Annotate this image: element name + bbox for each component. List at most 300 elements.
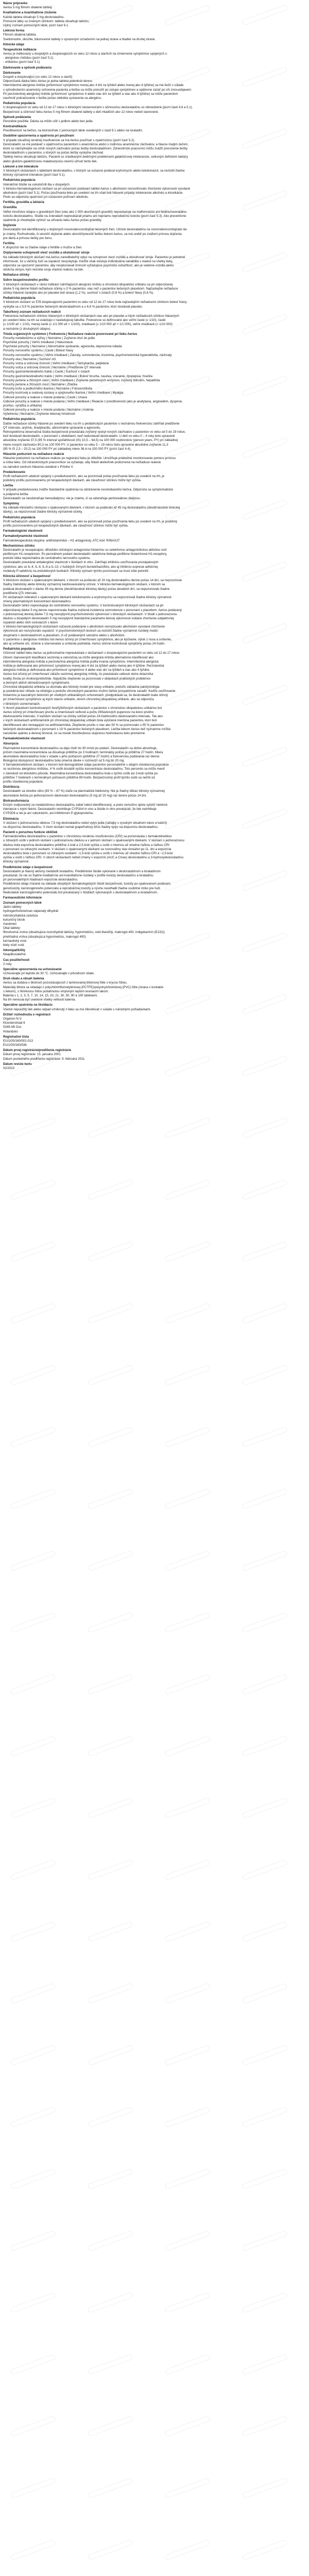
text-line: interakcie s inými liekmi. Desloratadín neinhibuje CYP3A4 in vivo a štúdie in vitro preukázali, že liek neinhibuje (3, 807, 157, 811)
text-line: Aerius sa dodáva v blistroch pozostávajúcich z laminovanej blistrovej fólie s krycou fóliou. (3, 981, 128, 985)
text-line: hydrogenfosforečnan vápenatý dihydrát (3, 909, 59, 913)
section-heading: Symptómy (3, 502, 20, 505)
text-line: Desloratadín sa neodstraňuje hemodialýzou; nie je známe, či sa odstraňuje peritoneálnou dialýzou. (3, 496, 141, 500)
watermark-mark (242, 1303, 287, 1324)
text-line: Na trh nemusia byť uvedené všetky veľkosti balenia. (3, 998, 76, 1002)
watermark-mark (242, 1983, 287, 2004)
watermark-mark (165, 1983, 210, 2004)
text-line: Desloratadín je hlavný aktívny metabolit loratadínu. Predklinické štúdie vykonané s desloratadínom a loratadínom (3, 869, 161, 873)
watermark-mark (88, 2292, 133, 2313)
text-line: Organon N.V. (3, 1016, 22, 1021)
text-line: profilu všeobecnej populácie. (3, 780, 44, 784)
text-line: profilu pozorovanému pri terapeutických dávkach, ale závažnosť účinkov môže byť vyššia. (3, 523, 129, 528)
watermark-mark (88, 1736, 133, 1756)
text-line: keď dostávali desloratadín, v porovnaní s obdobiami, keď nedostávali desloratadín. U detí vo veku 0 – 4 roky bolo upravené (3, 434, 175, 438)
watermark-mark (165, 2478, 210, 2498)
watermark-mark (10, 1241, 56, 1262)
text-line: ako aj svrbenie očí, slzenie a sčervenanie a svrbenie podnebia. Aerius účinne kontroloval symptómy počas 24 hodín. (3, 642, 166, 646)
text-line: molekuly P-selektínu na endotelových bunkách. Klinický význam týchto pozorovaní sa musí ešte potvrdiť. (3, 569, 149, 573)
watermark-mark (10, 2230, 56, 2251)
text-line: Tablety Aerius obsahujú laktózu. Pacienti so zriedkavými dedičnými problémami galaktózovej intolerancie, celkovým deficitom laktázy (3, 155, 188, 159)
text-line: desloratadínom u pacientov, u ktorých sa počas liečby vyskytne záchvat. (3, 151, 104, 155)
text-line: Profil nežiaducich udalostí spojený s predávkovaním, ako sa pozorovali počas používania lieku po uvedení na trh, je (3, 474, 164, 478)
watermark-mark (242, 2230, 287, 2251)
text-line: a neznáme (z dostupných údajov). (3, 327, 52, 331)
text-line: Poruchy oka | Neznáme | Suchosť očí (3, 357, 56, 361)
text-line: Svetlomodré, okrúhle, bikonvexné tablety s vyrazeným označením na jednej strane a hladké na druhej strane. (3, 37, 156, 41)
text-line: Farmakoterapeutická skupina: antihistaminiká – H1 antagonisty, ATC kód: R06AX27 (3, 538, 120, 543)
text-line: Desloratadín je neuspávajúci, dlhodobo účinkujúci antagonista histamínu so selektívnou antagonistickou aktivitou voči (3, 548, 167, 552)
text-line: Poruchy kostrovej a svalovej sústavy a spojivového tkaniva | Veľmi zriedkavé | Myalgia (3, 391, 124, 395)
section-heading: Pediatrická populácia (3, 101, 36, 106)
text-line: skupinami s desloratadínom a placebom, či už podávanými samotne alebo s alkoholom. (3, 633, 126, 637)
watermark-mark (242, 2168, 287, 2189)
watermark-mark (10, 2292, 56, 2313)
watermark-mark (242, 1736, 287, 1756)
section-heading: Farmakodynamické vlastnosti (3, 534, 48, 538)
watermark-mark (165, 1179, 210, 1200)
section-heading: Kvalitatívne a kvantitatívne zloženie (3, 11, 57, 15)
watermark-mark (10, 2107, 56, 2127)
watermark-mark (242, 1674, 287, 1694)
text-line: alergická rinitída je definovaná ako prítomnosť symptómov 4 alebo viac dní za týždeň a viac ako 4 týždne. (3, 668, 150, 672)
text-line: Predklinické údaje získané na základe obvyklých farmakologických štúdií bezpečnosti, toxicity po opakovanom podávaní, (3, 882, 171, 886)
text-line: pretože látka neprechádza do centrálneho nervového systému. (3, 556, 91, 561)
text-line: s liekom), s hliníkovou fóliou potiahnutou vinylovým teplom tesniacim lakom. (3, 989, 109, 993)
text-line: na dispozíciu desloratadínu. V inom skúšaní nemal grapefruitový džús žiadny vplyv na dispozíciu desloratadínu. (3, 825, 159, 829)
text-line: v jednorazovej dennej dávke 7,5 mg neovplyvnil psychomotorickú výkonnosť v klinických skúšaniach. V štúdii s jednorazovou (3, 612, 177, 616)
watermark-mark (10, 1117, 56, 1138)
text-line: mikrokryštalická celulóza (3, 913, 38, 918)
text-line: karnaubský vosk (3, 939, 27, 943)
text-line: Aerius účinný pri zmierňovaní pruritu a zmenšovaní veľkosti a počtu žihľavkových pupencov na konci prvého (3, 710, 154, 714)
section-heading: Spôsob podávania (3, 115, 31, 119)
section-heading: Pacienti s poruchou funkcie obličiek (3, 831, 58, 835)
text-line: V farmakokinetickom skúšaní, v ktorom boli demografické údaje pacientov porovnateľné s údajmi všeobecnej populácie (3, 763, 169, 767)
text-line: preukázali, že nie sú žiadne kvalitatívne ani kvantitatívne rozdiely v profile toxicity desloratadínu a loratadínu (3, 873, 153, 877)
text-line: Celkové poruchy a reakcie v mieste podania | Neznáme | Asténia (3, 408, 94, 412)
watermark-mark (242, 1365, 287, 1385)
text-line: Bezpečnosť a účinnosť lieku Aerius 5 mg filmom obalené tablety u detí mladších ako 12 rokov neboli stanovené. (3, 110, 159, 114)
text-line: pre dieťa a prínosu liečby pre ženu. (3, 236, 53, 240)
section-heading: Predávkovanie (3, 470, 26, 474)
watermark-mark (88, 1550, 133, 1571)
text-line: toxicitu desloratadínu. Štúdie na zvieratách nepreukázali priamu ani nepriamu reprodukčnú toxicitu (pozri časť 5.3). Ako preventívne (3, 214, 186, 218)
text-line: Dospelí a dospievajúci (vo veku 12 rokov a starší) (3, 75, 73, 79)
section-heading: Čas použiteľnosti (3, 958, 30, 962)
text-line: Chronická idiopatická urtikária sa skúmala ako klinický model pre stavy urtikárie, pretože základná patofyziológia (3, 685, 160, 689)
text-line: Pomocné látky so známym účinkom: tableta obsahuje laktózu. (3, 19, 90, 23)
text-line: Biologická dostupnosť desloratadínu bola úmerná dávke v rozmedzí od 5 mg do 20 mg. (3, 759, 125, 763)
watermark-mark (165, 1736, 210, 1756)
watermark-mark (88, 1488, 133, 1509)
watermark-mark (88, 1674, 133, 1694)
text-line: Vyšetrenia | Neznáme | Zvýšenie telesnej hmotnosti (3, 412, 75, 416)
text-line: Aerius 5 mg filmom obalené tablety (3, 6, 53, 10)
section-heading: Ovplyvnenie schopnosti viesť vozidlá a obsluhovať stroje (3, 251, 90, 255)
text-line: u zdravých osôb v jednom skúšaní s jednorazovou dávkou a v jednom skúšaní s opakovanými dávkami. V skúšaní s jednorazovou (3, 839, 184, 843)
section-heading: Hlásenie podozrení na nežiaduce reakcie (3, 452, 64, 456)
text-line: V prípade predávkovania zvážte štandardné opatrenia na odstránenie nevstrebaného liečiva. Odporúča sa symptomatická (3, 488, 173, 492)
text-line: Poruchy gastrointestinálneho traktu | Časté | Suchosť v ústach (3, 370, 90, 374)
section-heading: Fertilita, gravidita a laktácia (3, 200, 44, 205)
section-heading: Názov prípravku (3, 2, 28, 5)
text-line: so sezónnou alergickou rinitídou, 4 % osôb dosiahli vyššiu koncentráciu desloratadínu. Toto percento sa môže meniť (3, 767, 165, 771)
section-heading: Súhrn bezpečnostného profilu (3, 278, 49, 282)
text-line: Pri perzistentnej alergickej rinitíde (prítomnosť symptómov 4 alebo viac dní za týždeň a viac ako 4 týždne) sa môže pacientom (3, 92, 178, 96)
section-heading: Predklinické údaje o bezpečnosti (3, 865, 53, 869)
watermark-mark (165, 1674, 210, 1694)
watermark-mark (88, 1798, 133, 1818)
watermark-mark (242, 2107, 287, 2127)
text-line: kvality života pri rinokonjunktivitíde. Najväčšie zlepšenie sa pozorovalo v oblastiach praktických problémov (3, 676, 151, 681)
text-line: - urtikáriou (pozri časť 5.1) (3, 60, 40, 64)
text-line: Poruchy kože a podkožného tkaniva | Neznáme | Fotosenzitivita (3, 387, 92, 391)
text-line: QT intervalu, arytmiu, bradykardiu, abnormálne správanie a agresivitu. (3, 426, 101, 430)
watermark-mark (88, 1983, 133, 2004)
watermark-mark (10, 1921, 56, 1942)
text-line: Desloratadín sa má podávať s opatrnosťou pacientom s anamnézou alebo s rodinnou anamnézou záchvatov, a hlavne malým deťom, (3, 142, 189, 146)
section-heading: Absorpcia (3, 742, 19, 746)
text-line: Desloratadín sa stredne silno (83 % – 87 %) viaže na plazmatické bielkoviny. Nie je žiadny dôkaz klinicky významnej (3, 789, 165, 793)
text-line: Retrospektívna observačná štúdia bezpečnosti preukázala zvýšený výskyt nových záchvatov u pacientov vo veku od 0 do 19 rokov, (3, 430, 186, 434)
watermark-mark (165, 1612, 210, 1633)
watermark-mark (88, 1241, 133, 1262)
text-line: dávke 5 mg denne hlásili nežiaduce účinky u 3 % pacientov, viac než u pacientov liečených placebom. Najčastejšie nežiaduce (3, 286, 178, 291)
text-line: a denných aktivít obmedzovaných symptómami. (3, 681, 70, 685)
text-line: dávky), sa nepozorovali žiadne klinicky významné účinky. (3, 510, 83, 514)
section-heading: Terapeutické indikácie (3, 47, 37, 52)
text-line: a podporná liečba. (3, 492, 29, 496)
watermark-mark (242, 1117, 287, 1138)
watermark-mark (165, 1859, 210, 1880)
text-line: Filmom obalená tableta. (3, 33, 37, 37)
text-line: dávkou u dospelých desloratadín 5 mg neovplyvnil štandardné parametre letovej výkonnosti vrátane zhoršenia subjektívnej (3, 616, 174, 620)
section-heading: Pediatrická populácia (3, 647, 36, 651)
text-line: V skúšaní s jednorazovou dávkou 7,5 mg desloratadínu nebol vplyv jedla (raňajky s vysokým obsahom tukov a kalórií) (3, 821, 167, 825)
watermark-mark (165, 2230, 210, 2251)
text-line: V klinickom skúšaní s opakovanými dávkami, v ktorom sa podávalo až 20 mg desloratadínu denne počas 14 dní, sa nepozoroval (3, 579, 182, 583)
watermark-mark (88, 1427, 133, 1447)
text-line: podobný profilu pozorovanému pri terapeutických dávkach, ale závažnosť účinkov môže byť vyššia. (3, 479, 142, 483)
text-line: liečených desloratadínom v porovnaní s 19 % pacientov liečených placebom. Liečba liekom Aerius tiež významne znížila (3, 727, 170, 731)
text-line: v klinických usmerneniach. (3, 702, 41, 706)
text-line: Okrem stanovených klasifikácií sezónnej a celoročnej sa môže alergická rinitída alternatívne klasifikovať ako (3, 655, 154, 659)
text-line: Ďalšie nežiaduce účinky hlásené po uvedení lieku na trh u pediatrických pacientov s neznámou frekvenciou zahŕňali predĺženie (3, 421, 180, 426)
text-line: opatrenie je vhodnejšie vyhnúť sa užívaniu lieku Aerius počas gravidity. (3, 218, 102, 222)
text-line: V klinicko-farmakologických skúšaniach súčasné podávanie s alkoholom nezvyšovalo alkoholom vyvolané zhoršenie (3, 625, 165, 629)
text-line: pruritus, vyrážka a urtikária) (3, 403, 42, 408)
section-heading: Osobitné upozornenia a opatrenia pri používaní (3, 134, 74, 138)
text-line: Kloosterstraat 6 (3, 1021, 25, 1025)
section-heading: Klinická účinnosť a bezpečnosť (3, 574, 51, 578)
watermark-mark (242, 1427, 287, 1447)
text-line: Pri skúšaniach interakcií s opakovanými dávkami ketokonazolu a erytromycínu sa nepozorovali žiadne klinicky významné (3, 595, 171, 599)
text-line: navrhnúť pokračovanie v liečbe počas obdobia vystavenia sa alergénu. (3, 96, 102, 100)
text-line: V dvoch placebom kontrolovaných šesťtýždňových skúšaniach u pacientov s chronickou idiopatickou urtikáriou bol (3, 706, 162, 710)
text-line: klinicky významné. (3, 860, 29, 864)
text-line: histamínu je kauzálnym faktorom pri všetkých urtikáriálnych ochoreniach, predpokladá sa, že desloratadín bude účinný (3, 693, 168, 698)
section-heading: Farmakologické vlastnosti (3, 529, 43, 533)
section-heading: Liečba (3, 484, 13, 488)
text-line: V klinických skúšaniach v rámci indikácií zahŕňajúcich alergickú rinitídu a chronickú idiopatickú urtikáriu sa pri odporúčanej (3, 282, 173, 286)
text-line: odporúča sa upozorniť pacientov, aby nevykonávali činnosti vyžadujúce psychickú ostražitosť, ako je vedenie vozidla alebo (3, 263, 174, 267)
watermark-mark (242, 2354, 287, 2375)
section-heading: Dávkovanie (3, 71, 21, 75)
watermark-mark (88, 2045, 133, 2065)
text-line: Veľké množstvo údajov u gravidných žien (viac ako 1 000 ukončených gravidít) nepoukazuje na malformačnú ani fetálnu/neonatálnu (3, 210, 187, 214)
watermark-mark (88, 1365, 133, 1385)
text-line: Každá tableta obsahuje 5 mg desloratadínu. (3, 15, 65, 19)
watermark-mark (10, 1983, 56, 2004)
text-line: na národné centrum hlásenia uvedené v Prílohe V. (3, 465, 74, 469)
text-line: Aerius bol účinný pri zmierňovaní záťaže sezónnej alergickej rinitídy, čo preukázalo celkové skóre dotazníka (3, 672, 153, 676)
text-line: filmotvorná vrstva (obsahujúca monohydrát laktózy, hypromelózu, oxid titaničitý, makrogol 400, indigokarmín (E132)) (3, 930, 165, 935)
watermark-mark (10, 2045, 56, 2065)
watermark-mark (88, 2416, 133, 2436)
section-heading: Distribúcia (3, 785, 20, 789)
text-line: Precitlivenosť na liečivo, na ktorúkoľvek z pomocných látok uvedených v časti 6.1 alebo na loratadín. (3, 129, 143, 133)
watermark-mark (88, 1179, 133, 1200)
watermark-mark (242, 2539, 287, 2560)
watermark-mark (165, 2107, 210, 2127)
watermark-mark (165, 1550, 210, 1571)
text-line: vyššia u osôb s ťažkou CRI. V oboch skúšaniach neboli zmeny v expozícii (AUC a Cmax) desloratadínu a 3-hydroxydesloratadínu (3, 856, 184, 860)
watermark-mark (242, 1488, 287, 1509)
section-heading: Mechanizmus účinku (3, 544, 35, 548)
section-heading: Dávkovanie a spôsob podávania (3, 65, 52, 70)
text-line: Enzým zodpovedný za metabolizmus desloratadínu zatiaľ nebol identifikovaný, a preto nemožno úplne vylúčiť niektoré (3, 803, 168, 807)
text-line: ospalosti alebo úloh súvisiacich s letom. (3, 621, 59, 625)
text-line: alkoholom (pozri časť 5.1). Počas používania lieku po uvedení na trh však boli hlásené prípady intolerancie alkoholu a intoxikácie. (3, 191, 183, 195)
watermark-mark (165, 2168, 210, 2189)
text-line: 5349 AB Oss (3, 1025, 22, 1029)
watermark-mark (88, 1921, 133, 1942)
text-line: V klinicko-farmakologickom skúšaní sa pri súčasnom podávaní tabliet Aerius s alkoholom nezosilňovalo zhoršenie výkonnosti vyvolané (3, 187, 191, 191)
text-line: Neaplikovateľné. (3, 953, 27, 957)
text-line: Balenia s 1, 2, 3, 5, 7, 10, 14, 15, 20, 21, 30, 50, 90 a 100 tabletami. (3, 994, 98, 997)
text-line: približne 7 hodinách s terminálnym polčasom približne 89 hodín. Bezpečnostný profil týchto osôb sa nelíšil od (3, 775, 155, 779)
text-line: Profil nežiaducich udalostí spojený s predávkovaním, ako sa pozorovali počas používania lieku po uvedení na trh, je podobný (3, 519, 178, 523)
text-line: účinky hlásené častejšie ako pri placebe boli únava (1,2 %), suchosť v ústach (0,8 %) a bolesť hlavy (0,6 %). (3, 291, 154, 295)
watermark-mark (10, 1612, 56, 1633)
text-line: Preto sa odporúča opatrnosť pri súčasnom požívaní alkoholu. (3, 195, 89, 199)
section-heading: Nežiaduce účinky (3, 273, 30, 277)
text-line: klinicky významné interakcie (pozri časť 5.1). (3, 173, 66, 177)
section-heading: Pediatrická populácia (3, 515, 36, 519)
text-line: podával desloratadín v dávke 45 mg denne (deväťnásobok klinickej dávky) počas desiatich dní, sa nepozorovalo žiadne (3, 587, 170, 591)
text-line: Poruchy metabolizmu a výživy | Neznáme | Zvýšená chuť do jedla (3, 336, 95, 340)
section-heading: Dátum prvej registrácie/predĺženia registrácie (3, 1048, 72, 1053)
text-line: Perorálne použitie. Dávka sa môže užiť s jedlom alebo bez jedla. (3, 119, 94, 123)
text-line: U dospievajúcich vo veku od 12 do 17 rokov s klinickými skúsenosťami s účinnosťou desloratadínu sú obmedzené (pozri časti 4.8 a 5.1). (3, 106, 193, 110)
watermark-mark (10, 2478, 56, 2498)
text-line: 2 roky (3, 962, 12, 966)
watermark-mark (88, 1303, 133, 1324)
text-line: periférnym H1-receptorom. Po perorálnom podaní desloratadín selektívne blokuje periférne histamínové H1-receptory, (3, 552, 167, 556)
watermark-mark (88, 2107, 133, 2127)
text-line: informovať, že u väčšiny ľudí sa ospalosť nevyskytuje. Keďže však existuje individuálna variabilita v reakcii na všetky lieky, (3, 259, 174, 263)
section-heading: Pediatrická populácia (3, 296, 36, 300)
watermark-mark (242, 2416, 287, 2436)
text-line: zmeny plazmatických koncentrácií desloratadínu. (3, 600, 72, 604)
watermark-mark (242, 1612, 287, 1633)
section-heading: Lieková forma (3, 29, 25, 33)
watermark-mark (242, 2045, 287, 2065)
watermark-mark (165, 1241, 210, 1262)
text-line: Intermitentná alergická rinitída (prítomnosť symptómov menej ako 4 dni za týždeň alebo menej ako 4 týždne) sa má liečiť v súlade (3, 83, 184, 88)
section-heading: Dojčenie (3, 224, 16, 228)
section-heading: Druh obalu a obsah balenia (3, 977, 44, 981)
text-line: mastenec (3, 922, 17, 926)
section-heading: Zoznam pomocných látok (3, 901, 42, 905)
text-line: U pacientov s alergickou rinitídou bol Aerius účinný pri zmierňovaní symptómov, ako je kýchanie, výtok z nosa a svrbenie, (3, 637, 172, 641)
section-heading: Špeciálne opatrenia na likvidáciu (3, 1003, 53, 1007)
section-heading: Biotransformácia (3, 799, 29, 803)
watermark-mark (10, 2416, 56, 2436)
watermark-mark (242, 2478, 287, 2498)
text-line: narušenie spánku a dennej činnosti, čo sa merali štvorbodovou stupnicou hodnotiacou tieto premenné. (3, 731, 146, 735)
text-line: Desloratadín bol identifikovaný u dojčených novorodencov/dojčiat liečených žien. Účinok desloratadínu na novorodencov/dojčatá nie (3, 228, 187, 232)
text-line: Dátum prvej registrácie: 15. januára 2001 (3, 1053, 61, 1057)
watermark-mark (88, 2230, 133, 2251)
watermark-mark (165, 1488, 210, 1509)
watermark-mark (242, 1798, 287, 1818)
text-line: Materiály blistra sa skladajú z polychlórtrifluóretylénovej (PCTFE)/polyvinylchloridovej (PVC) fólie (strana v kontakte (3, 985, 164, 989)
watermark-mark (88, 1117, 133, 1138)
watermark-mark (10, 1550, 56, 1571)
watermark-mark (165, 1365, 210, 1385)
text-line: Celkové poruchy a reakcie v mieste podania | Časté | Únava (3, 395, 88, 399)
text-line: odporúčanej dávke 5 mg denne nepozorovala žiadna zvýšená incidencia somnolencie v porovnaní s placebom. Aerius podávaný (3, 608, 182, 612)
text-line: Poruchy nervového systému | Veľmi zriedkavé | Závraty, somnolencia, insomnia, psychomotorická hyperaktivita, záchvaty (3, 353, 172, 357)
text-line: alebo glukózo-galaktózovou malabsorpciou nesmú užívať tento liek. (3, 159, 98, 163)
text-line: Na základe klinického skúšania s opakovanými dávkami, v ktorom sa podávalo až 45 mg desloratadínu (deväťnásobok klinickej (3, 506, 180, 510)
text-line: je podobná bez ohľadu na etiológiu a pretože chronických pacientov možno ľahšie prospektívne zaradiť. Keďže uvoľňovanie (3, 689, 176, 693)
watermark-mark (165, 1427, 210, 1447)
text-line: Poruchy srdca a srdcovej činnosti | Neznáme | Predĺženie QT intervalu (3, 366, 101, 370)
watermark-mark (10, 1488, 56, 1509)
text-line: ktoré sú náchylnejšie na vznik nových záchvatov počas liečby desloratadínom. Zdravotnícki pracovníci môžu zvážiť prerušenie liečby (3, 147, 188, 150)
watermark-mark (10, 2354, 56, 2375)
watermark-mark (88, 1612, 133, 1633)
watermark-mark (165, 2354, 210, 2375)
section-heading: Registračné čísla (3, 1035, 29, 1039)
text-line: CYP2D6 a nie je ani substrátom, ani inhibítorom P-glykoproteínu. (3, 811, 94, 816)
text-line: predĺženie QTc intervalu. (3, 591, 38, 595)
text-line: akumulácie desloratadínu bola v súlade s jeho polčasom (približne 27 hodín) a frekvenciou podávania raz denne. (3, 754, 160, 758)
text-line: v porovnaní so zdravými osobami. V skúšaní s opakovanými dávkami sa rovnovážny stav dosiahol po 11. dni a expozícia (3, 847, 171, 851)
text-line: Hlásenie podozrení na nežiaduce reakcie po registrácii lieku je dôležité. Umožňuje priebežné monitorovanie pomeru prínosu (3, 456, 176, 461)
watermark-mark (165, 1798, 210, 1818)
text-line: dávkou bola expozícia desloratadínu približne 2-krát a 2,5-krát vyššia u osôb s miernou až stredne ťažkou a ťažkou CRI (3, 843, 169, 847)
watermark-mark (88, 1859, 133, 1880)
text-line: Poruchy pečene a žlčových ciest | Neznáme | Žltačka (3, 382, 78, 386)
watermark-mark (88, 2354, 133, 2375)
text-line: pričom maximálna koncentrácia sa dosahuje približne po 3 hodinách; terminálny polčas je približne 27 hodín. Miera (3, 750, 163, 754)
text-line: V klinickom skúšaní so 578 dospievajúcimi pacientmi vo veku od 12 do 17 rokov bola najčastejším nežiaducim účinkom bolesť hlavy; (3, 300, 187, 304)
text-line: po uvedení lieku na trh sa uvádzajú v nasledujúcej tabuľke. Frekvencie sú definované ako veľmi časté (≥ 1/10), časté (3, 318, 166, 323)
watermark-mark (88, 2168, 133, 2189)
text-line: Holandsko (3, 1029, 18, 1033)
watermark-mark (165, 1921, 210, 1942)
text-line: vyskytla sa u 5,9 % pacientov liečených desloratadínom a u 6,9 % pacientov, ktorí dostávali placebo. (3, 304, 143, 309)
text-line: absolútne zvýšenie 37,5 (95 % interval spoľahlivosti (IS) 10,5 – 64,5) na 100 000 osoborokov (person years, PY) pri základnej (3, 438, 178, 443)
text-line: Farmakokinetika desloratadínu u pacientov s chronickou renálnou insuficienciou (CRI) sa porovnávala s farmakokinetikou (3, 835, 172, 839)
text-line: Úplný zoznam pomocných látok, pozri časť 6.1. (3, 23, 69, 27)
text-line: desloratadínu bola v porovnaní so zdravými osobami ~1,5-krát vyššia u osôb s miernou až stredne ťažkou CRI a ~2,5-krát (3, 852, 173, 855)
text-line: EU/1/00/160/036 (3, 1043, 27, 1047)
text-line: Na základe klinických skúšaní má Aerius zanedbateľný vplyv na schopnosť viesť vozidlá a obsluhovať stroje. Pacientov je potrebné (3, 255, 185, 259)
text-line: Desloratadín ľahko neprestupuje do centrálneho nervového systému. V kontrolovaných klinických skúšaniach sa pri (3, 604, 164, 608)
section-heading: Trieda orgánových systémov | Frekvencia | Nežiaduce reakcie pozorované pri lieku Aerius (3, 332, 138, 336)
text-line: pri porovnateľných hladinách expozície desloratadínu. (3, 878, 78, 882)
section-heading: Pediatrická populácia (3, 178, 36, 182)
text-line: Obal tablety: (3, 926, 21, 930)
text-line: Psychické poruchy | Veľmi zriedkavé | Halucinácie (3, 341, 73, 345)
text-line: V prípade závažnej renálnej insuficiencie sa má Aerius používať s opatrnosťou (pozri časť 5.2). (3, 138, 135, 142)
text-line: rinitída je definovaná ako prítomnosť symptómov menej ako 4 dni za týždeň alebo menej ako 4 týždne. Perzistentná (3, 664, 164, 668)
text-line: Poruchy gastrointestinálneho traktu | Veľmi zriedkavé | Bolesť brucha, nauzea, vracanie, dyspepsia, hnačka (3, 374, 153, 378)
watermark-mark (165, 2045, 210, 2065)
section-heading: Gravidita (3, 206, 17, 210)
text-line: EU/1/00/160/001-013 (3, 1039, 33, 1043)
watermark-mark (10, 1365, 56, 1385)
text-line: biely včelí vosk (3, 943, 24, 947)
watermark-mark (242, 1241, 287, 1262)
text-line: Uchovávajte pri teplote do 30 °C. Uchovávajte v pôvodnom obale. (3, 972, 95, 976)
text-line: Aerius je indikovaný u dospelých a dospievajúcich vo veku 12 rokov a starších na zmiernenie symptómov spojených s: (3, 52, 168, 56)
watermark-mark (242, 1859, 287, 1880)
text-line: akumulácie liečiva po jednorazovom dávkovaní desloratadínu (5 mg až 20 mg) raz denne počas 14 dní. (3, 793, 147, 798)
text-line: s vyhodnotením anamnézy ochorenia pacienta a liečba sa môže prerušiť po ústupe symptómov a opätovne začať po ich znovuobjavení. (3, 88, 192, 92)
text-line: kukuričný škrob (3, 918, 25, 922)
watermark-mark (242, 1921, 287, 1942)
watermark-mark (88, 2478, 133, 2498)
section-heading: Špeciálne upozornenia na uchovávanie (3, 967, 62, 971)
section-heading: Eliminácia (3, 817, 19, 821)
watermark-mark (242, 1179, 287, 1200)
watermark-mark (165, 2292, 210, 2313)
text-line: Interakčné štúdie sa uskutočnili iba u dospelých. (3, 182, 71, 187)
text-line: Jadro tablety: (3, 905, 22, 909)
watermark-mark (165, 1117, 210, 1138)
text-line: Celkové poruchy a reakcie v mieste podania | Veľmi zriedkavé | Reakcie z precitlivenosti (ako je anafylaxia, angioedém, dyspnoe, (3, 399, 183, 403)
document-body (3, 2, 306, 1071)
text-line: V klinických skúšaniach s tabletami desloratadínu, v ktorých sa súčasne podával erytromycín alebo ketokonazol, sa nezistili žiadne (3, 168, 185, 173)
text-line: obsluha strojov, kým nezistia svoju vlastnú reakciu na liek. (3, 268, 84, 272)
text-line: Odporúčaná dávka lieku Aerius je jedna tableta jedenkrát denne. (3, 79, 93, 83)
text-line: (95 % IS 2,3 – 20,2) na 100 000 PY pri základnej miere 36,4 na 100 000 PY (pozri časť 4.4). (3, 447, 131, 451)
text-line: v iných skúšaniach antihistaminík pri chronickej idiopatickej urtikárii bola vylúčená menšina pacientov, ktorí boli (3, 719, 157, 723)
text-line: genotoxicity, karcinogénneho potenciálu a reprodukčnej toxicity a vývinu neodhalili žiadne osobitné riziko pre ľudí. (3, 886, 161, 890)
section-heading: Dátum revízie textu (3, 1062, 32, 1066)
text-line: (≥ 1/100 až < 1/10), menej časté (≥ 1/1 000 až < 1/100), zriedkavé (≥ 1/10 000 až < 1/1 000), veľmi zriedkavé (< 1/10 000) (3, 323, 173, 327)
text-line: 02/2023 (3, 1066, 15, 1070)
text-line: Nedostatok karcinogénneho potenciálu bol preukázaný v štúdiách vykonaných s desloratadínom a loratadínom. (3, 890, 158, 894)
text-line: v závislosti od etnického pôvodu. Maximálna koncentrácia desloratadínu bola u týchto osôb asi 3-krát vyššia po (3, 771, 158, 775)
section-heading: Farmaceutické informácie (3, 895, 42, 900)
text-line: Psychické poruchy | Neznáme | Abnormálne správanie, agresivita, depresívna nálada (3, 345, 122, 349)
text-line: Účinnosť tabliet lieku Aerius sa jednoznačne nepreukázala v skúšaniach s dospievajúcimi pacientmi vo veku od 12 do 17 rokov. (3, 651, 180, 655)
text-line: Poruchy srdca a srdcovej činnosti | Veľmi zriedkavé | Tachykardia, palpitácie (3, 362, 109, 365)
text-line: pri zmierňovaní symptómov aj iných stavov urtikárie, okrem chronickej idiopatickej urtikárie, ako sa odporúča (3, 698, 154, 702)
watermark-mark (242, 2292, 287, 2313)
text-line: Desloratadín preukázal antialergické vlastnosti v štúdiách in vitro. Zahŕňajú inhibíciu uvoľňovania prozápalových (3, 561, 159, 565)
section-heading: Kontraindikácie (3, 125, 27, 129)
watermark-mark (10, 1674, 56, 1694)
text-line: intermitentná alergická rinitída a perzistentná alergická rinitída podľa trvania symptómov. Intermitentná alergická (3, 659, 159, 664)
